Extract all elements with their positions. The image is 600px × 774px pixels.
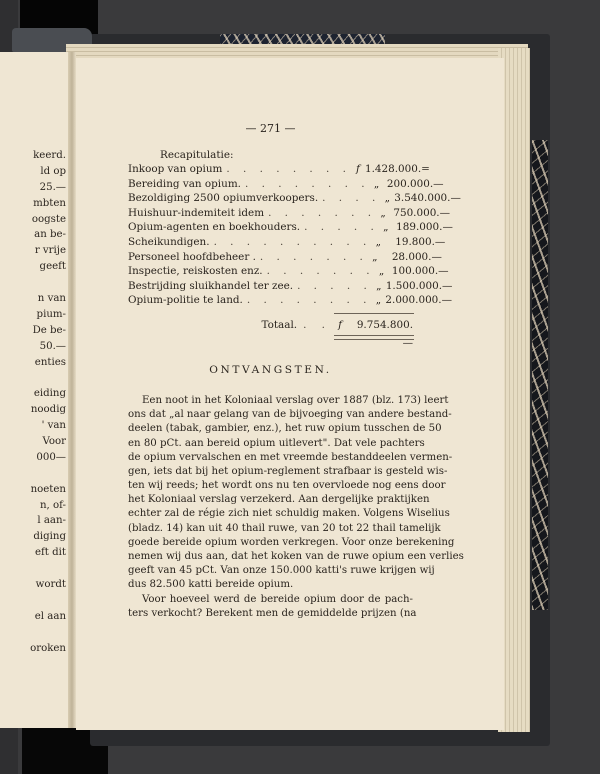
total-row — [128, 316, 413, 349]
ledger-dots: . . . . . . . . — [226, 163, 351, 175]
total-dots: . . — [303, 318, 331, 331]
left-page-fragment — [0, 593, 66, 609]
text-line: ters verkocht? Berekent men de gemiddelde prijzen (na — [128, 607, 417, 619]
text-line: Een noot in het Koloniaal verslag over 1887 (blz. 173) leert — [142, 394, 449, 406]
ledger-row — [128, 250, 442, 265]
ledger-currency: „ — [373, 177, 380, 190]
ledger-amount: 1.500.000.— — [385, 279, 453, 292]
ledger-amount: 2.000.000.— — [385, 294, 452, 307]
ledger-row — [128, 220, 453, 235]
text-line: de opium vervalschen en met vreemde bestanddeelen vermen- — [128, 451, 453, 463]
left-page-text — [0, 148, 66, 657]
ledger-dots: . . . . . . . . — [244, 177, 370, 190]
left-page-fragment: l aan- — [37, 515, 66, 527]
left-page-fragment: el aan — [34, 610, 66, 622]
ledger-row — [128, 206, 451, 221]
ledger-currency: „ — [383, 221, 389, 234]
left-page-fragment: diging — [33, 531, 66, 543]
ledger-label: Inkoop van opium — [128, 163, 223, 175]
paragraph-2 — [128, 593, 417, 621]
left-page-fragment: an be- — [34, 229, 66, 241]
left-page-fragment: oogste — [31, 213, 66, 225]
left-page-fragment: 000— — [36, 451, 66, 463]
page-number: — 271 — — [245, 122, 296, 135]
total-label: Totaal. — [261, 318, 298, 331]
left-page-fragment: keerd. — [33, 150, 66, 161]
ledger-dots: . . . . . . . . . . — [213, 235, 372, 248]
left-page-fragment: eiding — [33, 388, 66, 400]
ledger-amount: 750.000.— — [393, 206, 451, 219]
text-line: deelen (tabak, gambier, enz.), het ruw opium tusschen de 50 — [128, 423, 442, 435]
ledger-row — [128, 235, 446, 250]
ledger-currency: „ — [378, 265, 385, 278]
ledger-amount: 189.000.— — [396, 221, 453, 234]
ledger-label: Personeel hoofdbeheer . — [128, 250, 256, 263]
text-line: nemen wij dus aan, dat het koken van de ruwe opium een verlies — [128, 551, 464, 562]
ledger-dots: . . . . . . . — [259, 250, 368, 263]
ledger-currency: „ — [380, 206, 386, 219]
text-line: dus 82.500 katti bereide opium. — [128, 579, 294, 591]
ledger-row — [128, 293, 452, 308]
ledger-label: Inspectie, reiskosten enz. — [128, 265, 263, 278]
ledger-row — [128, 177, 444, 192]
left-page-fragment: noeten — [30, 483, 66, 495]
page-content — [128, 122, 464, 621]
left-page-fragment: enties — [34, 356, 66, 368]
ledger-label: Opium-agenten en boekhouders. — [128, 221, 301, 234]
left-page-fragment: 25.— — [39, 181, 66, 193]
text-line: goede bereide opium worden verkregen. Voor onze berekening — [128, 536, 455, 548]
left-page-fragment: ld op — [40, 165, 66, 177]
ledger-dots: . . . . — [322, 192, 381, 205]
left-page-fragment: n, of- — [39, 499, 66, 511]
ledger-amount: 200.000.— — [386, 177, 444, 190]
left-page — [0, 52, 70, 728]
text-line: echter zal de régie zich niet schuldig maken. Volgens Wiselius — [128, 508, 450, 520]
left-page-fragment: noodig — [30, 404, 66, 416]
ledger-row — [128, 264, 449, 279]
text-line: geeft van 45 pCt. Van onze 150.000 katti's ruwe krijgen wij — [128, 565, 435, 577]
left-page-fragment — [0, 466, 66, 482]
left-page-fragment: n van — [37, 293, 66, 305]
text-line: Voor hoeveel werd de bereide opium door de pach- — [142, 593, 413, 605]
left-page-fragment: geeft — [39, 261, 66, 273]
ledger-amount: 19.800.— — [395, 235, 446, 248]
left-page-fragment: mbten — [33, 197, 66, 209]
total-currency: f — [338, 318, 342, 331]
ledger-label: Opium-politie te land. — [128, 294, 243, 307]
ledger-currency: „ — [375, 235, 382, 248]
text-line: het Koloniaal verslag verzekerd. Aan dergelijke praktijken — [128, 494, 430, 506]
left-page-fragment — [0, 561, 66, 577]
ledger-amount: 3.540.000.— — [394, 192, 461, 205]
ledger-row — [128, 279, 453, 294]
total-rule-top — [334, 313, 414, 314]
left-page-fragment: ' van — [41, 420, 66, 432]
left-page-fragment: 50.— — [39, 340, 66, 352]
recap-title: Recapitulatie: — [160, 149, 234, 161]
ledger-currency: „ — [375, 294, 382, 307]
ledger-label: Bestrijding sluikhandel ter zee. — [128, 279, 294, 292]
ledger-label: Bereiding van opium. — [128, 177, 241, 190]
text-line: (bladz. 14) kan uit 40 thail ruwe, van 20 tot 22 thail tamelijk — [128, 522, 441, 534]
section-title: ONTVANGSTEN. — [209, 363, 332, 376]
ledger-dots: . . . . . . . — [268, 206, 377, 219]
book-gutter — [68, 52, 76, 728]
left-page-fragment — [0, 370, 66, 386]
ledger-label: Scheikundigen. — [128, 235, 210, 248]
left-page-fragment: De be- — [32, 324, 66, 336]
left-page-fragment: oroken — [30, 642, 66, 654]
ledger-currency: „ — [384, 192, 390, 205]
ledger-dots: . . . . . — [297, 279, 372, 292]
ledger-dots: . . . . . . . — [266, 265, 375, 278]
left-page-fragment — [0, 275, 66, 291]
ledger-label: Huishuur-indemiteit idem — [128, 206, 265, 219]
ledger-currency: „ — [376, 279, 382, 292]
ledger-row — [128, 191, 461, 206]
ledger-row — [128, 162, 430, 177]
ledger-dots: . . . . . . . . — [246, 294, 372, 307]
ledger-amount: 1.428.000.= — [364, 163, 430, 175]
paragraph-1 — [128, 394, 464, 593]
ledger-currency: f — [356, 163, 360, 175]
page-edges-top — [66, 44, 528, 58]
ledger-amount: 100.000.— — [391, 265, 449, 278]
left-page-fragment: r vrije — [34, 245, 66, 257]
text-line: gen, iets dat bij het opium-reglement strafbaar is gesteld wis- — [128, 465, 448, 477]
total-amount: 9.754.800.— — [356, 318, 413, 349]
text-line: en 80 pCt. aan bereid opium uitlevert". Dat vele pachters — [128, 437, 425, 449]
left-page-fragment: pium- — [36, 308, 66, 320]
left-page-fragment — [0, 625, 66, 641]
text-line: ons dat „al naar gelang van de bijvoeging van andere bestand- — [128, 409, 452, 421]
left-page-fragment: wordt — [35, 579, 66, 591]
ledger-dots: . . . . . — [304, 221, 379, 234]
ledger-amount: 28.000.— — [391, 250, 442, 263]
text-line: ten wij reeds; het wordt ons nu ten overvloede nog eens door — [128, 480, 446, 492]
marbled-cover-edge-right — [532, 140, 548, 610]
left-page-fragment: Voor — [42, 436, 66, 448]
ledger-currency: „ — [372, 250, 378, 263]
left-page-fragment: eft dit — [34, 547, 66, 559]
ledger-label: Bezoldiging 2500 opiumverkoopers. — [128, 192, 319, 205]
recap-ledger — [128, 162, 461, 308]
